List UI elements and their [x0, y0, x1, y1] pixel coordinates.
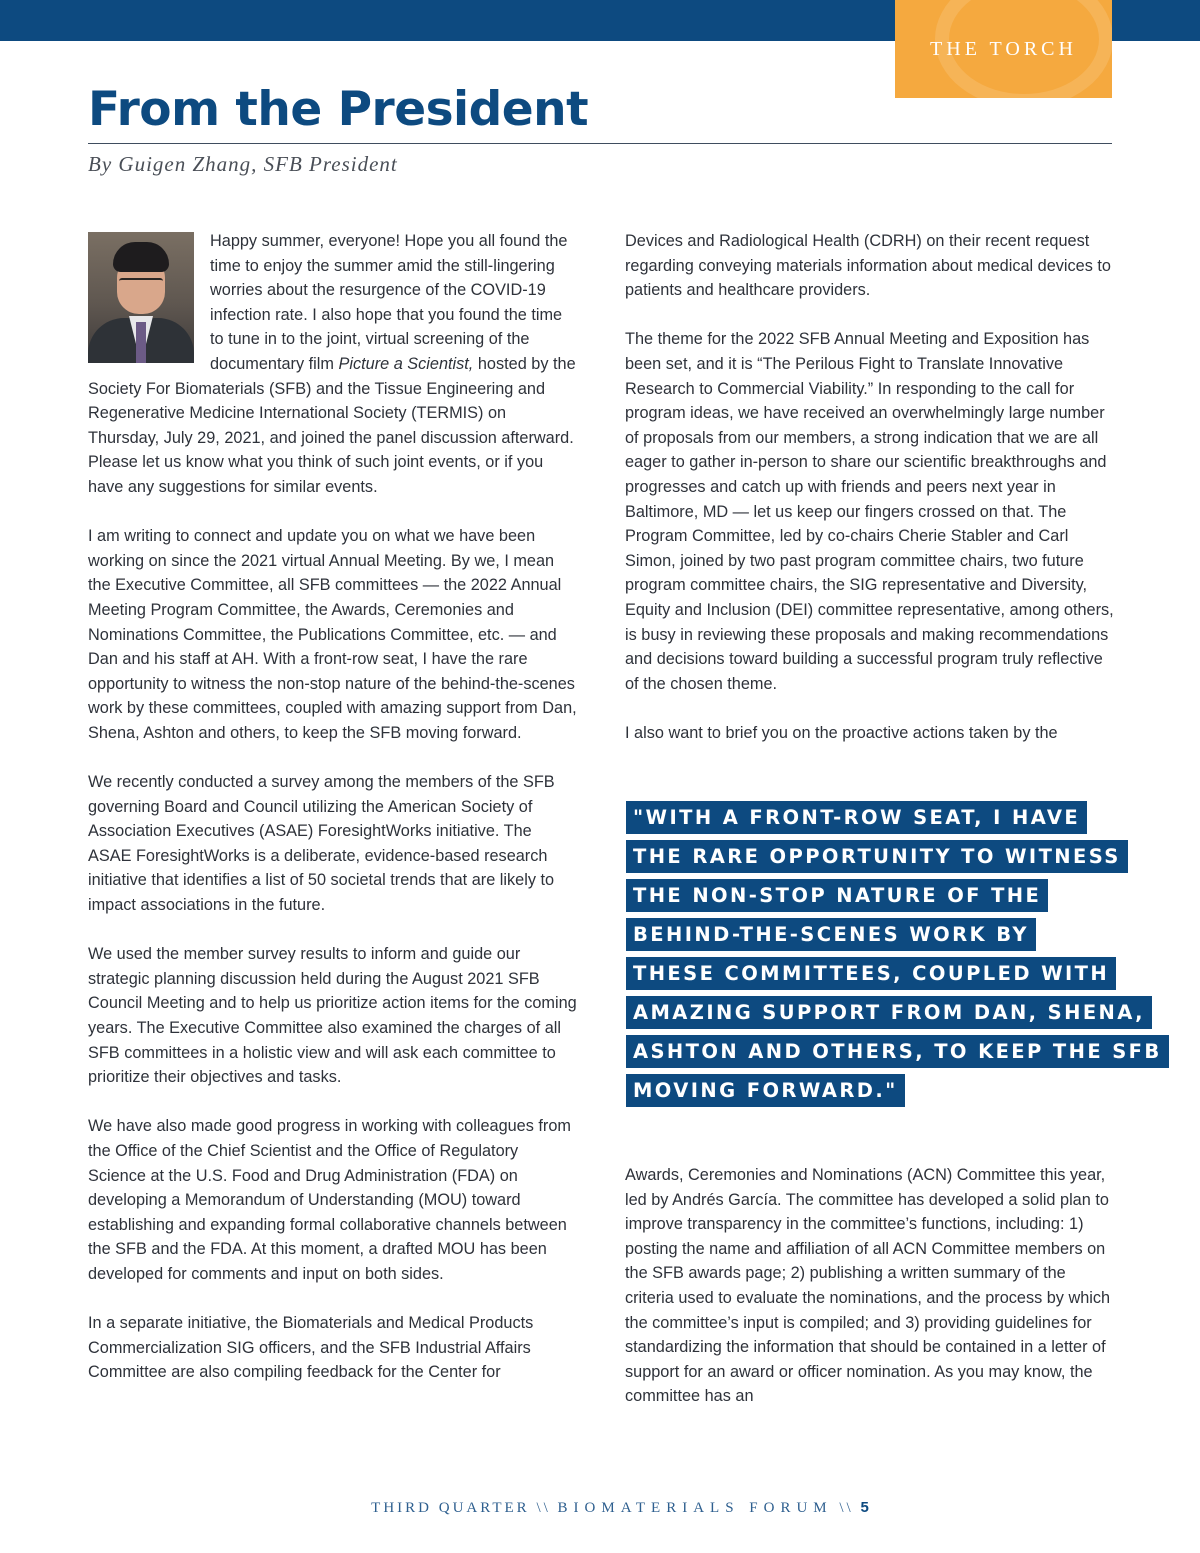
column-right-bottom — [625, 1163, 1115, 1409]
paragraph-10: Awards, Ceremonies and Nominations (ACN) Committee this year, led by Andrés García. The committee has developed a solid plan to improve transparency in the committee’s functions, including: 1) posting the name and affiliation of all ACN Committee members on the SFB awards page; 2) publishing a written summary of the criteria used to evaluate the nominations, and the process by which the committee’s input is compiled; and 3) providing guidelines for standardizing the information that should be contained in a letter of support for an award or officer nomination. As you may know, the committee has an — [625, 1166, 1111, 1406]
footer-issue: THIRD QUARTER — [371, 1500, 530, 1516]
paragraph-6: In a separate initiative, the Biomaterials and Medical Products Commercialization SIG officers, and the SFB Industrial Affairs Committee are also compiling feedback for the Center for — [88, 1314, 534, 1382]
footer-separator: \\ — [839, 1500, 854, 1516]
paragraph-4: We used the member survey results to inform and guide our strategic planning discussion held during the August 2021 SFB Council Meeting and to help us prioritize action items for the coming years. The Executive Committee also examined the charges of all SFB committees in a holistic view and will ask each committee to prioritize their objectives and tasks. — [88, 945, 577, 1087]
page-footer — [0, 1499, 1200, 1517]
page-title: From the President — [88, 82, 589, 137]
section-tab — [895, 0, 1112, 98]
title-rule — [88, 143, 1112, 144]
footer-magazine: BIOMATERIALS FORUM — [557, 1500, 833, 1516]
paragraph-9: I also want to brief you on the proactive actions taken by the — [625, 723, 1058, 742]
page-number: 5 — [860, 1499, 869, 1516]
pull-quote-line: AMAZING SUPPORT FROM DAN, SHENA, — [626, 996, 1152, 1029]
pull-quote — [626, 801, 1162, 1113]
column-left — [88, 229, 578, 1385]
byline: By Guigen Zhang, SFB President — [88, 152, 398, 176]
pull-quote-line: "WITH A FRONT-ROW SEAT, I HAVE — [626, 801, 1087, 834]
paragraph-7: Devices and Radiological Health (CDRH) on their recent request regarding conveying materials information about medical devices to patients and healthcare providers. — [625, 232, 1111, 300]
pull-quote-line: THESE COMMITTEES, COUPLED WITH — [626, 957, 1116, 990]
paragraph-5: We have also made good progress in working with colleagues from the Office of the Chief Scientist and the Office of Regulatory Science at the U.S. Food and Drug Administration (FDA) on developing a Memorandum of Understanding (MOU) toward establishing and expanding formal collaborative channels between the SFB and the FDA. At this moment, a drafted MOU has been developed for comments and input on both sides. — [88, 1117, 571, 1283]
photo-wrap-space — [88, 229, 210, 364]
paragraph-3: We recently conducted a survey among the members of the SFB governing Board and Council utilizing the American Society of Association Executives (ASAE) ForesightWorks initiative. The ASAE ForesightWorks is a deliberate, evidence-based research initiative that identifies a list of 50 societal trends that are likely to impact associations in the future. — [88, 773, 555, 915]
column-right-top — [625, 229, 1115, 745]
pull-quote-line: BEHIND-THE-SCENES WORK BY — [626, 918, 1036, 951]
paragraph-2: I am writing to connect and update you on what we have been working on since the 2021 virtual Annual Meeting. By we, I mean the Executive Committee, all SFB committees — the 2022 Annual Meeting Program Committee, the Awards, Ceremonies and Nominations Committee, the Publications Committee, etc. — and Dan and his staff at AH. With a front-row seat, I have the rare opportunity to witness the non-stop nature of the behind-the-scenes work by these committees, coupled with amazing support from Dan, Shena, Ashton and others, to keep the SFB moving forward. — [88, 527, 577, 742]
footer-separator: \\ — [536, 1500, 551, 1516]
section-label: THE TORCH — [930, 38, 1077, 60]
paragraph-1: Happy summer, everyone! Hope you all found the time to enjoy the summer amid the still-lingering worries about the resurgence of the COVID-19 infection rate. I also hope that you found the time to tune in to the joint, virtual screening of the documentary film Picture a Scientist, hosted by the Society For Biomaterials (SFB) and the Tissue Engineering and Regenerative Medicine International Society (TERMIS) on Thursday, July 29, 2021, and joined the panel discussion afterward. Please let us know what you think of such joint events, or if you have any suggestions for similar events. — [88, 232, 576, 496]
paragraph-8: The theme for the 2022 SFB Annual Meeting and Exposition has been set, and it is “The Perilous Fight to Translate Innovative Research to Commercial Viability.” In responding to the call for program ideas, we have received an overwhelmingly large number of proposals from our members, a strong indication that we are all eager to gather in-person to share our scientific breakthroughs and progresses and catch up with friends and peers next year in Baltimore, MD — let us keep our fingers crossed on that. The Program Committee, led by co-chairs Cherie Stabler and Carl Simon, joined by two past program committee chairs, two future program committee chairs, the SIG representative and Diversity, Equity and Inclusion (DEI) committee representative, among others, is busy in reviewing these proposals and making recommendations and decisions toward building a successful program truly reflective of the chosen theme. — [625, 330, 1114, 693]
pull-quote-line: MOVING FORWARD." — [626, 1074, 905, 1107]
pull-quote-line: ASHTON AND OTHERS, TO KEEP THE SFB — [626, 1035, 1169, 1068]
pull-quote-line: THE RARE OPPORTUNITY TO WITNESS — [626, 840, 1128, 873]
pull-quote-line: THE NON-STOP NATURE OF THE — [626, 879, 1048, 912]
